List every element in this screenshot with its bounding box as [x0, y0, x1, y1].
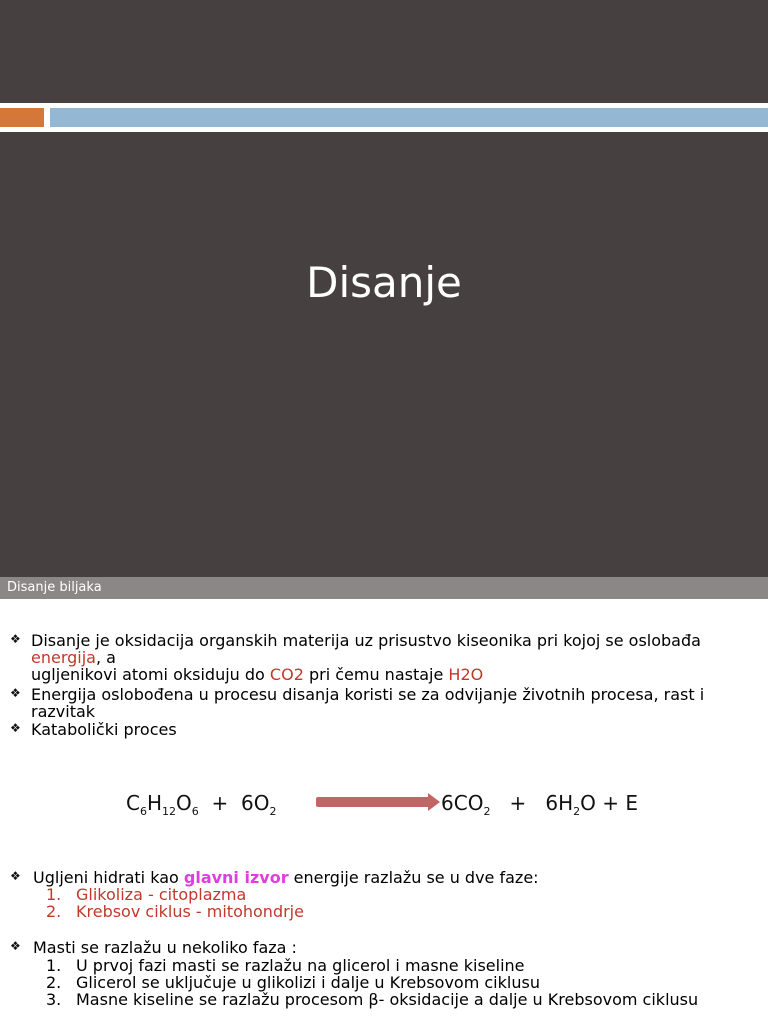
equation-left [126, 791, 276, 818]
bullet-1 [31, 632, 731, 683]
eq-h: H [146, 791, 163, 815]
list-item-number: 1. [46, 956, 62, 975]
list-item-text: Masne kiseline se razlažu procesom β- oksidacije a dalje u Krebsovom ciklusu [76, 990, 699, 1009]
bullet-4-text-b: energije razlažu se u dve faze: [288, 868, 539, 887]
eq-h2o: 6H [545, 791, 574, 815]
bullet-1-co2: CO2 [269, 665, 304, 684]
list-item-number: 3. [46, 990, 62, 1009]
eq-h-sub: 12 [162, 805, 177, 818]
list-item-text: Krebsov ciklus - mitohondrje [76, 902, 304, 921]
eq-co2-sub: 2 [483, 805, 491, 818]
bullet-5: Masti se razlažu u nekoliko faza : [33, 938, 297, 957]
slide-header-title: Disanje biljaka [7, 580, 102, 595]
list-item-number: 2. [46, 973, 62, 992]
bullet-4 [33, 869, 733, 886]
bullet-3: Katabolički proces [31, 720, 177, 739]
bullet-1-text-c: ugljenikovi atomi oksiduju do [31, 665, 270, 684]
list-item [46, 903, 746, 920]
list-item [46, 974, 746, 991]
slide-header-bar [0, 577, 768, 599]
eq-o-sub: 6 [191, 805, 199, 818]
eq-c-sub: 6 [139, 805, 147, 818]
eq-h2o-sub: 2 [573, 805, 581, 818]
eq-o2: 6O [240, 791, 270, 815]
eq-plus: + [509, 791, 527, 815]
reaction-arrow-shaft [316, 797, 430, 807]
eq-h2o-o: O + E [580, 791, 638, 815]
bullet-1-h2o: H2O [448, 665, 484, 684]
bullet-5-list [46, 957, 746, 1008]
list-item-text: Glicerol se uključuje u glikolizi i dalje u Krebsovom ciklusu [76, 973, 540, 992]
list-item [46, 991, 746, 1008]
slide-title: Disanje [306, 258, 462, 307]
bullet-1-text-b: , a [95, 648, 116, 667]
bullet-icon: ❖ [10, 686, 21, 700]
bullet-icon: ❖ [10, 721, 21, 735]
bullet-1-highlight: energija [31, 648, 96, 667]
eq-co2: 6CO [441, 791, 484, 815]
accent-orange-block [0, 108, 44, 127]
bullet-4-highlight: glavni izvor [183, 868, 289, 887]
reaction-arrow-head [428, 793, 440, 811]
list-item [46, 957, 746, 974]
list-item-number: 1. [46, 885, 62, 904]
eq-o: O [176, 791, 192, 815]
bullet-1-text-a: Disanje je oksidacija organskih materija uz prisustvo kiseonika pri kojoj se oslobađa [31, 631, 701, 650]
eq-o2-sub: 2 [269, 805, 277, 818]
list-item-number: 2. [46, 902, 62, 921]
eq-c: C [126, 791, 140, 815]
equation-right [441, 791, 638, 818]
list-item [46, 886, 746, 903]
list-item-text: Glikoliza - citoplazma [76, 885, 247, 904]
bullet-4-list [46, 886, 746, 920]
bullet-icon: ❖ [10, 869, 21, 883]
accent-blue-bar [50, 108, 768, 127]
bullet-4-text-a: Ugljeni hidrati kao [33, 868, 184, 887]
bullet-2: Energija oslobođena u procesu disanja koristi se za odvijanje životnih procesa, rast i razvitak [31, 685, 705, 721]
eq-plus: + [211, 791, 229, 815]
bullet-icon: ❖ [10, 939, 21, 953]
list-item-text: U prvoj fazi masti se razlažu na glicerol i masne kiseline [76, 956, 525, 975]
bullet-1-text-d: pri čemu nastaje [303, 665, 449, 684]
bullet-icon: ❖ [10, 632, 21, 646]
